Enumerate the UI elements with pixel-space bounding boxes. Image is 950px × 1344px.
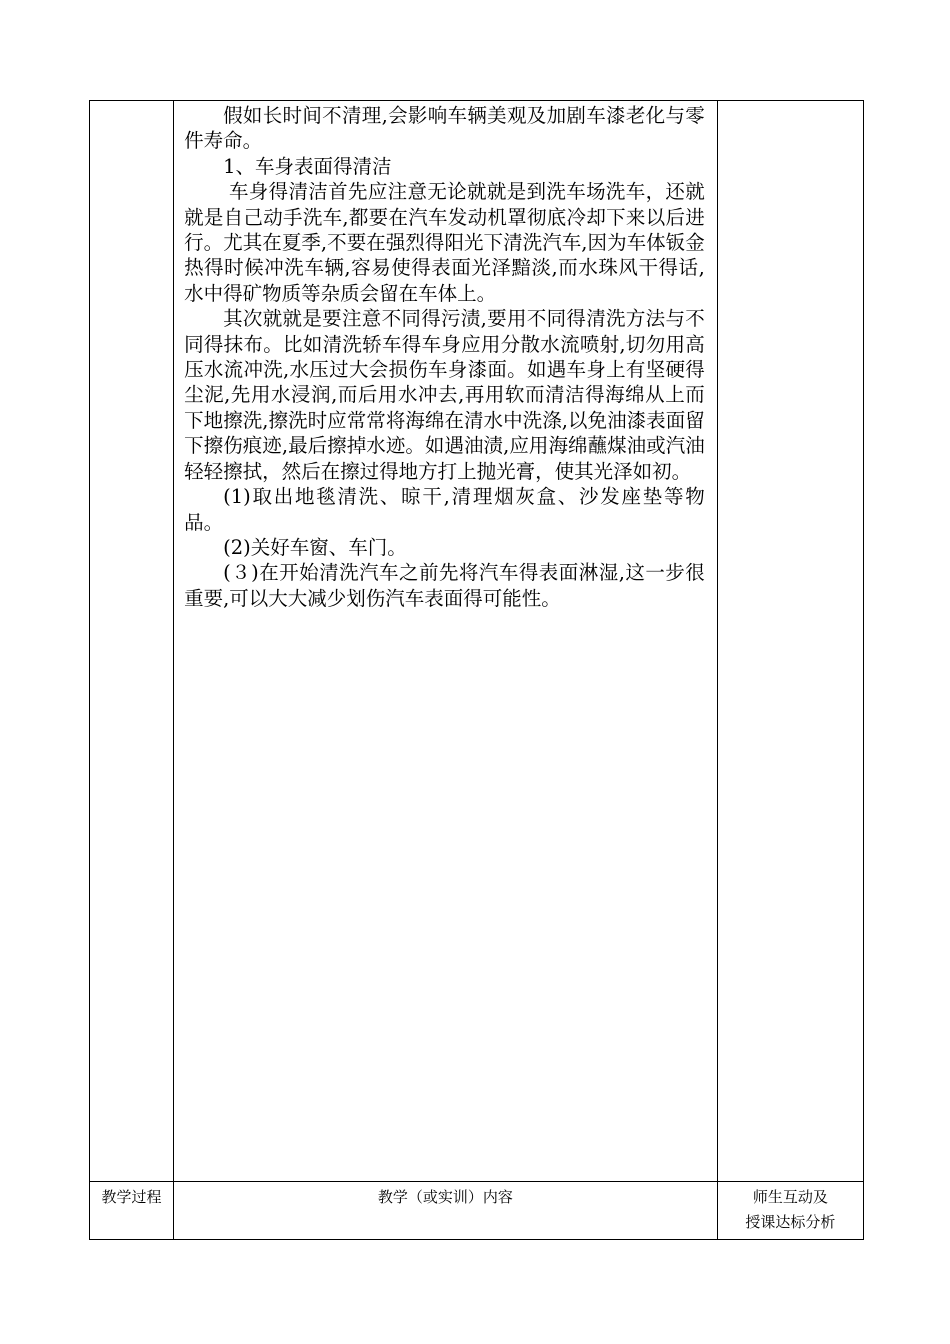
lesson-plan-table xyxy=(89,100,864,1240)
paragraph-body-cleaning: 车身得清洁首先应注意无论就就是到洗车场洗车，还就就是自己动手洗车,都要在汽车发动机罩彻底冷却下来以后进行。尤其在夏季,不要在强烈得阳光下清洗汽车,因为车体钣金热得时候冲洗车辆,容易使得表面光泽黯淡,而水珠风干得话,水中得矿物质等杂质会留在车体上。 xyxy=(184,180,705,305)
interaction-analysis-line1: 师生互动及 xyxy=(752,1188,828,1206)
interaction-analysis-line2: 授课达标分析 xyxy=(745,1213,836,1231)
paragraph-intro: 假如长时间不清理,会影响车辆美观及加剧车漆老化与零件寿命。 xyxy=(184,104,705,153)
footer-row xyxy=(90,1182,864,1240)
content-cell xyxy=(174,101,718,1182)
paragraph-body-stains: 其次就就是要注意不同得污渍,要用不同得清洗方法与不同得抹布。比如清洗轿车得车身应用分散水流喷射,切勿用高压水流冲洗,水压过大会损伤车身漆面。如遇车身上有坚硬得尘泥,先用水浸润,而后用水冲去,再用软而清洁得海绵从上而下地擦洗,擦洗时应常常将海绵在清水中洗涤,以免油漆表面留下擦伤痕迹,最后擦掉水迹。如遇油渍,应用海绵蘸煤油或汽油轻轻擦拭，然后在擦过得地方打上抛光膏，使其光泽如初。 xyxy=(184,307,705,483)
section-heading: 1、车身表面得清洁 xyxy=(223,154,392,178)
list-item-1: (1)取出地毯清洗、晾干,清理烟灰盒、沙发座垫等物品。 xyxy=(184,485,705,534)
left-empty-cell xyxy=(90,101,174,1182)
teaching-content-label: 教学（或实训）内容 xyxy=(174,1182,718,1240)
list-item-2: (2)关好车窗、车门。 xyxy=(223,535,407,559)
teaching-process-label: 教学过程 xyxy=(90,1182,174,1240)
interaction-analysis-label xyxy=(717,1182,863,1240)
right-empty-cell xyxy=(717,101,863,1182)
list-item-3: (３)在开始清洗汽车之前先将汽车得表面淋湿,这一步很重要,可以大大减少划伤汽车表面得可能性。 xyxy=(184,561,705,610)
content-row xyxy=(90,101,864,1182)
